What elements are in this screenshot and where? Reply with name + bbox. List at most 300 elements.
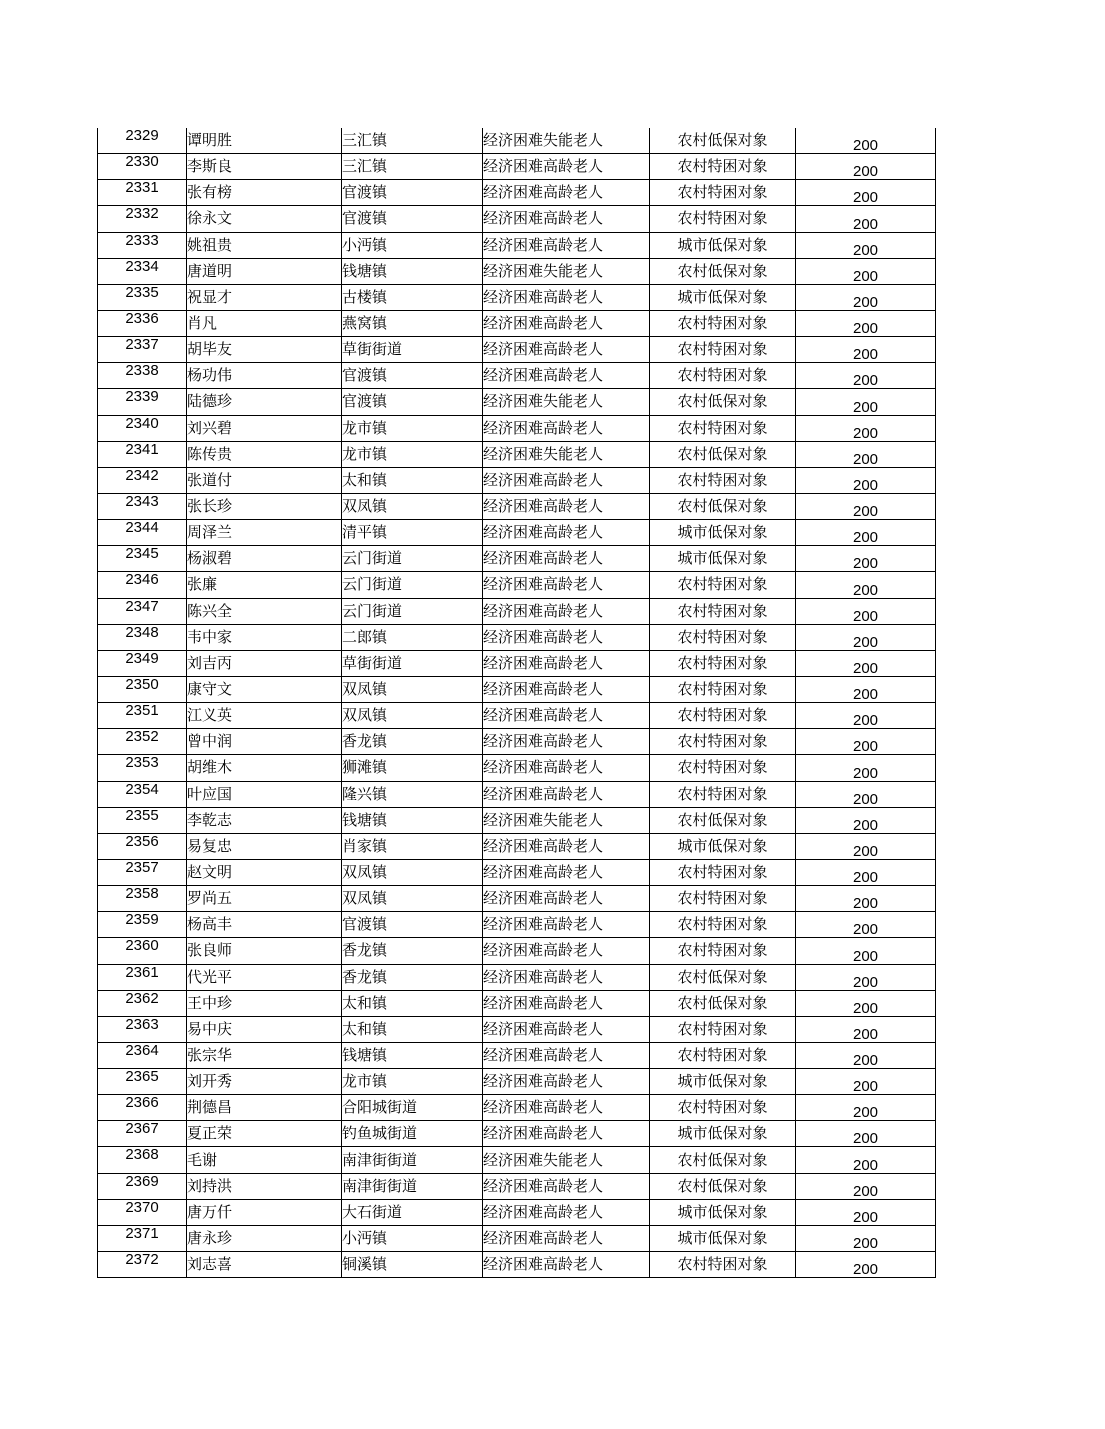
subsidy-amount-cell: 200 bbox=[796, 729, 936, 755]
row-number-cell: 2334 bbox=[98, 258, 187, 284]
row-number-cell: 2361 bbox=[98, 964, 187, 990]
table-row bbox=[98, 912, 936, 938]
recipient-type-cell: 农村特困对象 bbox=[650, 363, 796, 389]
table-row bbox=[98, 467, 936, 493]
table-row bbox=[98, 310, 936, 336]
subsidy-amount-cell: 200 bbox=[796, 1225, 936, 1251]
person-name-cell: 张良师 bbox=[187, 938, 342, 964]
row-number-cell: 2344 bbox=[98, 520, 187, 546]
subsidy-category-cell: 经济困难高龄老人 bbox=[483, 833, 650, 859]
row-number-cell: 2353 bbox=[98, 755, 187, 781]
row-number-cell: 2367 bbox=[98, 1121, 187, 1147]
subsidy-category-cell: 经济困难高龄老人 bbox=[483, 520, 650, 546]
subsidy-category-cell: 经济困难失能老人 bbox=[483, 441, 650, 467]
recipient-type-cell: 农村低保对象 bbox=[650, 389, 796, 415]
person-name-cell: 易中庆 bbox=[187, 1016, 342, 1042]
town-name-cell: 钱塘镇 bbox=[342, 258, 483, 284]
subsidy-category-cell: 经济困难高龄老人 bbox=[483, 990, 650, 1016]
person-name-cell: 肖凡 bbox=[187, 310, 342, 336]
row-number-cell: 2336 bbox=[98, 310, 187, 336]
table-row bbox=[98, 180, 936, 206]
table-row bbox=[98, 1147, 936, 1173]
recipient-type-cell: 农村低保对象 bbox=[650, 1147, 796, 1173]
town-name-cell: 双凤镇 bbox=[342, 703, 483, 729]
row-number-cell: 2358 bbox=[98, 886, 187, 912]
person-name-cell: 代光平 bbox=[187, 964, 342, 990]
person-name-cell: 姚祖贵 bbox=[187, 232, 342, 258]
town-name-cell: 隆兴镇 bbox=[342, 781, 483, 807]
town-name-cell: 官渡镇 bbox=[342, 363, 483, 389]
row-number-cell: 2370 bbox=[98, 1199, 187, 1225]
subsidy-amount-cell: 200 bbox=[796, 990, 936, 1016]
person-name-cell: 胡毕友 bbox=[187, 337, 342, 363]
recipient-type-cell: 城市低保对象 bbox=[650, 1069, 796, 1095]
subsidy-amount-cell: 200 bbox=[796, 363, 936, 389]
row-number-cell: 2363 bbox=[98, 1016, 187, 1042]
subsidy-amount-cell: 200 bbox=[796, 598, 936, 624]
row-number-cell: 2348 bbox=[98, 624, 187, 650]
row-number-cell: 2364 bbox=[98, 1042, 187, 1068]
recipient-type-cell: 农村特困对象 bbox=[650, 415, 796, 441]
town-name-cell: 狮滩镇 bbox=[342, 755, 483, 781]
row-number-cell: 2359 bbox=[98, 912, 187, 938]
subsidy-category-cell: 经济困难高龄老人 bbox=[483, 206, 650, 232]
subsidy-category-cell: 经济困难高龄老人 bbox=[483, 363, 650, 389]
table-row bbox=[98, 337, 936, 363]
subsidy-amount-cell: 200 bbox=[796, 1095, 936, 1121]
subsidy-amount-cell: 200 bbox=[796, 1173, 936, 1199]
table-row bbox=[98, 729, 936, 755]
subsidy-category-cell: 经济困难高龄老人 bbox=[483, 1069, 650, 1095]
table-row bbox=[98, 572, 936, 598]
town-name-cell: 钱塘镇 bbox=[342, 807, 483, 833]
person-name-cell: 康守文 bbox=[187, 676, 342, 702]
person-name-cell: 张道付 bbox=[187, 467, 342, 493]
subsidy-category-cell: 经济困难高龄老人 bbox=[483, 755, 650, 781]
person-name-cell: 唐道明 bbox=[187, 258, 342, 284]
subsidy-amount-cell: 200 bbox=[796, 180, 936, 206]
subsidy-amount-cell: 200 bbox=[796, 859, 936, 885]
recipient-type-cell: 农村低保对象 bbox=[650, 441, 796, 467]
subsidy-category-cell: 经济困难高龄老人 bbox=[483, 1199, 650, 1225]
subsidy-category-cell: 经济困难高龄老人 bbox=[483, 676, 650, 702]
table-row bbox=[98, 1095, 936, 1121]
subsidy-amount-cell: 200 bbox=[796, 128, 936, 154]
recipient-type-cell: 农村特困对象 bbox=[650, 180, 796, 206]
subsidy-amount-cell: 200 bbox=[796, 493, 936, 519]
row-number-cell: 2345 bbox=[98, 546, 187, 572]
row-number-cell: 2356 bbox=[98, 833, 187, 859]
subsidy-amount-cell: 200 bbox=[796, 833, 936, 859]
town-name-cell: 云门街道 bbox=[342, 598, 483, 624]
subsidy-category-cell: 经济困难高龄老人 bbox=[483, 729, 650, 755]
person-name-cell: 王中珍 bbox=[187, 990, 342, 1016]
person-name-cell: 谭明胜 bbox=[187, 128, 342, 154]
subsidy-table bbox=[97, 128, 936, 1278]
recipient-type-cell: 农村特困对象 bbox=[650, 703, 796, 729]
town-name-cell: 三汇镇 bbox=[342, 154, 483, 180]
subsidy-category-cell: 经济困难高龄老人 bbox=[483, 650, 650, 676]
table-row bbox=[98, 1069, 936, 1095]
table-row bbox=[98, 389, 936, 415]
subsidy-amount-cell: 200 bbox=[796, 337, 936, 363]
table-row bbox=[98, 232, 936, 258]
recipient-type-cell: 农村特困对象 bbox=[650, 938, 796, 964]
recipient-type-cell: 农村特困对象 bbox=[650, 1095, 796, 1121]
subsidy-category-cell: 经济困难高龄老人 bbox=[483, 859, 650, 885]
subsidy-category-cell: 经济困难高龄老人 bbox=[483, 154, 650, 180]
subsidy-amount-cell: 200 bbox=[796, 284, 936, 310]
town-name-cell: 钓鱼城街道 bbox=[342, 1121, 483, 1147]
subsidy-amount-cell: 200 bbox=[796, 546, 936, 572]
row-number-cell: 2337 bbox=[98, 337, 187, 363]
recipient-type-cell: 农村低保对象 bbox=[650, 258, 796, 284]
recipient-type-cell: 农村特困对象 bbox=[650, 859, 796, 885]
town-name-cell: 云门街道 bbox=[342, 572, 483, 598]
subsidy-amount-cell: 200 bbox=[796, 964, 936, 990]
person-name-cell: 荆德昌 bbox=[187, 1095, 342, 1121]
town-name-cell: 草街街道 bbox=[342, 337, 483, 363]
table-row bbox=[98, 650, 936, 676]
table-row bbox=[98, 1199, 936, 1225]
recipient-type-cell: 农村特困对象 bbox=[650, 729, 796, 755]
subsidy-category-cell: 经济困难高龄老人 bbox=[483, 337, 650, 363]
subsidy-amount-cell: 200 bbox=[796, 572, 936, 598]
row-number-cell: 2369 bbox=[98, 1173, 187, 1199]
subsidy-amount-cell: 200 bbox=[796, 938, 936, 964]
subsidy-amount-cell: 200 bbox=[796, 1147, 936, 1173]
subsidy-amount-cell: 200 bbox=[796, 886, 936, 912]
town-name-cell: 钱塘镇 bbox=[342, 1042, 483, 1068]
town-name-cell: 双凤镇 bbox=[342, 493, 483, 519]
town-name-cell: 官渡镇 bbox=[342, 180, 483, 206]
person-name-cell: 叶应国 bbox=[187, 781, 342, 807]
subsidy-category-cell: 经济困难高龄老人 bbox=[483, 703, 650, 729]
row-number-cell: 2365 bbox=[98, 1069, 187, 1095]
row-number-cell: 2372 bbox=[98, 1252, 187, 1278]
person-name-cell: 张廉 bbox=[187, 572, 342, 598]
subsidy-category-cell: 经济困难高龄老人 bbox=[483, 1095, 650, 1121]
person-name-cell: 毛谢 bbox=[187, 1147, 342, 1173]
table-row bbox=[98, 1252, 936, 1278]
subsidy-category-cell: 经济困难高龄老人 bbox=[483, 781, 650, 807]
person-name-cell: 曾中润 bbox=[187, 729, 342, 755]
town-name-cell: 香龙镇 bbox=[342, 729, 483, 755]
town-name-cell: 小沔镇 bbox=[342, 232, 483, 258]
table-row bbox=[98, 703, 936, 729]
recipient-type-cell: 农村特困对象 bbox=[650, 154, 796, 180]
person-name-cell: 罗尚五 bbox=[187, 886, 342, 912]
subsidy-amount-cell: 200 bbox=[796, 154, 936, 180]
subsidy-amount-cell: 200 bbox=[796, 650, 936, 676]
subsidy-amount-cell: 200 bbox=[796, 258, 936, 284]
person-name-cell: 祝显才 bbox=[187, 284, 342, 310]
town-name-cell: 官渡镇 bbox=[342, 389, 483, 415]
person-name-cell: 刘吉丙 bbox=[187, 650, 342, 676]
person-name-cell: 刘持洪 bbox=[187, 1173, 342, 1199]
person-name-cell: 刘志喜 bbox=[187, 1252, 342, 1278]
table-row bbox=[98, 258, 936, 284]
recipient-type-cell: 农村特困对象 bbox=[650, 650, 796, 676]
row-number-cell: 2331 bbox=[98, 180, 187, 206]
subsidy-amount-cell: 200 bbox=[796, 310, 936, 336]
table-row bbox=[98, 284, 936, 310]
row-number-cell: 2347 bbox=[98, 598, 187, 624]
table-row bbox=[98, 833, 936, 859]
recipient-type-cell: 城市低保对象 bbox=[650, 833, 796, 859]
town-name-cell: 三汇镇 bbox=[342, 128, 483, 154]
town-name-cell: 双凤镇 bbox=[342, 886, 483, 912]
subsidy-category-cell: 经济困难高龄老人 bbox=[483, 572, 650, 598]
subsidy-amount-cell: 200 bbox=[796, 807, 936, 833]
town-name-cell: 双凤镇 bbox=[342, 676, 483, 702]
table-row bbox=[98, 598, 936, 624]
recipient-type-cell: 城市低保对象 bbox=[650, 520, 796, 546]
recipient-type-cell: 农村低保对象 bbox=[650, 990, 796, 1016]
table-row bbox=[98, 520, 936, 546]
subsidy-amount-cell: 200 bbox=[796, 389, 936, 415]
table-row bbox=[98, 807, 936, 833]
person-name-cell: 张宗华 bbox=[187, 1042, 342, 1068]
subsidy-category-cell: 经济困难失能老人 bbox=[483, 258, 650, 284]
person-name-cell: 徐永文 bbox=[187, 206, 342, 232]
row-number-cell: 2360 bbox=[98, 938, 187, 964]
row-number-cell: 2351 bbox=[98, 703, 187, 729]
subsidy-category-cell: 经济困难高龄老人 bbox=[483, 310, 650, 336]
town-name-cell: 燕窝镇 bbox=[342, 310, 483, 336]
person-name-cell: 夏正荣 bbox=[187, 1121, 342, 1147]
person-name-cell: 周泽兰 bbox=[187, 520, 342, 546]
subsidy-category-cell: 经济困难高龄老人 bbox=[483, 1173, 650, 1199]
table-row bbox=[98, 1121, 936, 1147]
person-name-cell: 刘兴碧 bbox=[187, 415, 342, 441]
subsidy-amount-cell: 200 bbox=[796, 1121, 936, 1147]
person-name-cell: 杨高丰 bbox=[187, 912, 342, 938]
subsidy-amount-cell: 200 bbox=[796, 912, 936, 938]
row-number-cell: 2355 bbox=[98, 807, 187, 833]
town-name-cell: 大石街道 bbox=[342, 1199, 483, 1225]
person-name-cell: 唐永珍 bbox=[187, 1225, 342, 1251]
person-name-cell: 张有榜 bbox=[187, 180, 342, 206]
row-number-cell: 2349 bbox=[98, 650, 187, 676]
recipient-type-cell: 农村低保对象 bbox=[650, 964, 796, 990]
row-number-cell: 2342 bbox=[98, 467, 187, 493]
table-row bbox=[98, 1016, 936, 1042]
recipient-type-cell: 农村低保对象 bbox=[650, 807, 796, 833]
subsidy-amount-cell: 200 bbox=[796, 755, 936, 781]
subsidy-amount-cell: 200 bbox=[796, 520, 936, 546]
town-name-cell: 草街街道 bbox=[342, 650, 483, 676]
subsidy-amount-cell: 200 bbox=[796, 676, 936, 702]
recipient-type-cell: 城市低保对象 bbox=[650, 1225, 796, 1251]
person-name-cell: 赵文明 bbox=[187, 859, 342, 885]
subsidy-amount-cell: 200 bbox=[796, 206, 936, 232]
subsidy-category-cell: 经济困难高龄老人 bbox=[483, 964, 650, 990]
row-number-cell: 2343 bbox=[98, 493, 187, 519]
person-name-cell: 易复忠 bbox=[187, 833, 342, 859]
person-name-cell: 杨淑碧 bbox=[187, 546, 342, 572]
row-number-cell: 2335 bbox=[98, 284, 187, 310]
subsidy-category-cell: 经济困难高龄老人 bbox=[483, 886, 650, 912]
table-row bbox=[98, 1225, 936, 1251]
town-name-cell: 香龙镇 bbox=[342, 964, 483, 990]
table-row bbox=[98, 493, 936, 519]
table-row bbox=[98, 206, 936, 232]
subsidy-amount-cell: 200 bbox=[796, 781, 936, 807]
town-name-cell: 龙市镇 bbox=[342, 415, 483, 441]
table-row bbox=[98, 154, 936, 180]
town-name-cell: 南津街街道 bbox=[342, 1147, 483, 1173]
subsidy-category-cell: 经济困难失能老人 bbox=[483, 389, 650, 415]
recipient-type-cell: 农村低保对象 bbox=[650, 128, 796, 154]
person-name-cell: 唐万仟 bbox=[187, 1199, 342, 1225]
row-number-cell: 2330 bbox=[98, 154, 187, 180]
recipient-type-cell: 农村特困对象 bbox=[650, 886, 796, 912]
person-name-cell: 张长珍 bbox=[187, 493, 342, 519]
town-name-cell: 云门街道 bbox=[342, 546, 483, 572]
subsidy-amount-cell: 200 bbox=[796, 1069, 936, 1095]
row-number-cell: 2354 bbox=[98, 781, 187, 807]
subsidy-category-cell: 经济困难高龄老人 bbox=[483, 1225, 650, 1251]
table-row bbox=[98, 676, 936, 702]
person-name-cell: 陈兴全 bbox=[187, 598, 342, 624]
town-name-cell: 古楼镇 bbox=[342, 284, 483, 310]
town-name-cell: 南津街街道 bbox=[342, 1173, 483, 1199]
recipient-type-cell: 农村特困对象 bbox=[650, 206, 796, 232]
subsidy-amount-cell: 200 bbox=[796, 1016, 936, 1042]
subsidy-category-cell: 经济困难失能老人 bbox=[483, 1147, 650, 1173]
subsidy-category-cell: 经济困难失能老人 bbox=[483, 807, 650, 833]
person-name-cell: 李斯良 bbox=[187, 154, 342, 180]
row-number-cell: 2366 bbox=[98, 1095, 187, 1121]
person-name-cell: 胡维木 bbox=[187, 755, 342, 781]
table-row bbox=[98, 964, 936, 990]
row-number-cell: 2332 bbox=[98, 206, 187, 232]
person-name-cell: 杨功伟 bbox=[187, 363, 342, 389]
recipient-type-cell: 农村特困对象 bbox=[650, 1016, 796, 1042]
town-name-cell: 官渡镇 bbox=[342, 206, 483, 232]
recipient-type-cell: 城市低保对象 bbox=[650, 546, 796, 572]
town-name-cell: 铜溪镇 bbox=[342, 1252, 483, 1278]
recipient-type-cell: 城市低保对象 bbox=[650, 284, 796, 310]
row-number-cell: 2340 bbox=[98, 415, 187, 441]
row-number-cell: 2357 bbox=[98, 859, 187, 885]
table-row bbox=[98, 886, 936, 912]
subsidy-category-cell: 经济困难失能老人 bbox=[483, 128, 650, 154]
recipient-type-cell: 农村特困对象 bbox=[650, 572, 796, 598]
recipient-type-cell: 农村特困对象 bbox=[650, 598, 796, 624]
table-body bbox=[98, 128, 936, 1278]
table-row bbox=[98, 1042, 936, 1068]
table-row bbox=[98, 859, 936, 885]
town-name-cell: 太和镇 bbox=[342, 990, 483, 1016]
subsidy-amount-cell: 200 bbox=[796, 467, 936, 493]
subsidy-category-cell: 经济困难高龄老人 bbox=[483, 493, 650, 519]
table-row bbox=[98, 781, 936, 807]
town-name-cell: 香龙镇 bbox=[342, 938, 483, 964]
recipient-type-cell: 农村特困对象 bbox=[650, 467, 796, 493]
subsidy-category-cell: 经济困难高龄老人 bbox=[483, 598, 650, 624]
subsidy-amount-cell: 200 bbox=[796, 232, 936, 258]
subsidy-category-cell: 经济困难高龄老人 bbox=[483, 938, 650, 964]
row-number-cell: 2339 bbox=[98, 389, 187, 415]
town-name-cell: 龙市镇 bbox=[342, 441, 483, 467]
table-row bbox=[98, 938, 936, 964]
row-number-cell: 2352 bbox=[98, 729, 187, 755]
person-name-cell: 江义英 bbox=[187, 703, 342, 729]
recipient-type-cell: 农村特困对象 bbox=[650, 337, 796, 363]
recipient-type-cell: 农村特困对象 bbox=[650, 912, 796, 938]
subsidy-category-cell: 经济困难高龄老人 bbox=[483, 467, 650, 493]
town-name-cell: 官渡镇 bbox=[342, 912, 483, 938]
subsidy-category-cell: 经济困难高龄老人 bbox=[483, 624, 650, 650]
town-name-cell: 太和镇 bbox=[342, 1016, 483, 1042]
table-row bbox=[98, 990, 936, 1016]
recipient-type-cell: 农村特困对象 bbox=[650, 310, 796, 336]
recipient-type-cell: 城市低保对象 bbox=[650, 232, 796, 258]
row-number-cell: 2329 bbox=[98, 128, 187, 154]
subsidy-category-cell: 经济困难高龄老人 bbox=[483, 1121, 650, 1147]
subsidy-category-cell: 经济困难高龄老人 bbox=[483, 912, 650, 938]
recipient-type-cell: 农村特困对象 bbox=[650, 1252, 796, 1278]
table-row bbox=[98, 441, 936, 467]
subsidy-amount-cell: 200 bbox=[796, 1252, 936, 1278]
row-number-cell: 2371 bbox=[98, 1225, 187, 1251]
row-number-cell: 2346 bbox=[98, 572, 187, 598]
table-row bbox=[98, 363, 936, 389]
town-name-cell: 清平镇 bbox=[342, 520, 483, 546]
town-name-cell: 龙市镇 bbox=[342, 1069, 483, 1095]
recipient-type-cell: 农村特困对象 bbox=[650, 1042, 796, 1068]
subsidy-amount-cell: 200 bbox=[796, 1042, 936, 1068]
subsidy-amount-cell: 200 bbox=[796, 415, 936, 441]
person-name-cell: 李乾志 bbox=[187, 807, 342, 833]
table-row bbox=[98, 755, 936, 781]
recipient-type-cell: 农村低保对象 bbox=[650, 493, 796, 519]
row-number-cell: 2341 bbox=[98, 441, 187, 467]
subsidy-category-cell: 经济困难高龄老人 bbox=[483, 180, 650, 206]
recipient-type-cell: 农村特困对象 bbox=[650, 624, 796, 650]
subsidy-amount-cell: 200 bbox=[796, 441, 936, 467]
subsidy-category-cell: 经济困难高龄老人 bbox=[483, 1042, 650, 1068]
town-name-cell: 小沔镇 bbox=[342, 1225, 483, 1251]
town-name-cell: 二郎镇 bbox=[342, 624, 483, 650]
subsidy-category-cell: 经济困难高龄老人 bbox=[483, 232, 650, 258]
recipient-type-cell: 农村低保对象 bbox=[650, 1173, 796, 1199]
subsidy-amount-cell: 200 bbox=[796, 1199, 936, 1225]
row-number-cell: 2368 bbox=[98, 1147, 187, 1173]
recipient-type-cell: 农村特困对象 bbox=[650, 755, 796, 781]
recipient-type-cell: 城市低保对象 bbox=[650, 1121, 796, 1147]
table-row bbox=[98, 624, 936, 650]
row-number-cell: 2350 bbox=[98, 676, 187, 702]
subsidy-category-cell: 经济困难高龄老人 bbox=[483, 415, 650, 441]
person-name-cell: 韦中家 bbox=[187, 624, 342, 650]
row-number-cell: 2338 bbox=[98, 363, 187, 389]
table-row bbox=[98, 546, 936, 572]
row-number-cell: 2362 bbox=[98, 990, 187, 1016]
recipient-type-cell: 农村特困对象 bbox=[650, 676, 796, 702]
subsidy-category-cell: 经济困难高龄老人 bbox=[483, 546, 650, 572]
subsidy-category-cell: 经济困难高龄老人 bbox=[483, 1016, 650, 1042]
town-name-cell: 合阳城街道 bbox=[342, 1095, 483, 1121]
person-name-cell: 陈传贵 bbox=[187, 441, 342, 467]
table-row bbox=[98, 415, 936, 441]
subsidy-amount-cell: 200 bbox=[796, 703, 936, 729]
table-row bbox=[98, 1173, 936, 1199]
person-name-cell: 陆德珍 bbox=[187, 389, 342, 415]
recipient-type-cell: 农村特困对象 bbox=[650, 781, 796, 807]
